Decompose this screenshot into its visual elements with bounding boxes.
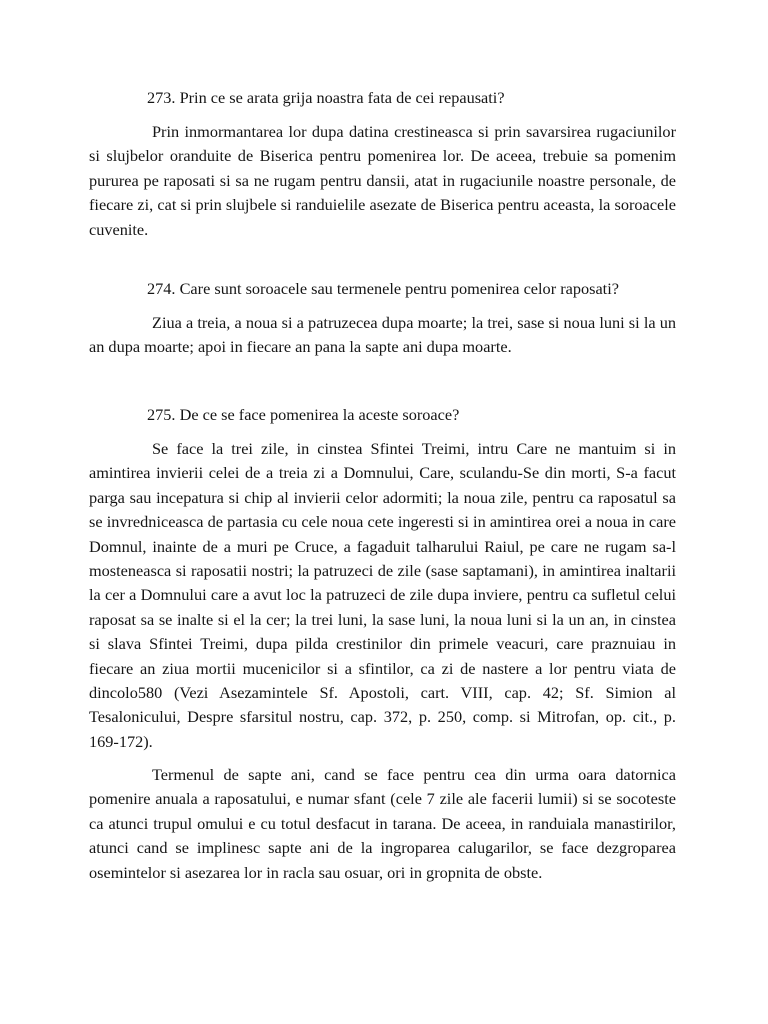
answer-paragraph-274: Ziua a treia, a noua si a patruzecea dupa moarte; la trei, sase si noua luni si la un an dupa moarte; apoi in fiecare an pana la sapte ani dupa moarte.	[89, 313, 676, 357]
answer-paragraph-275: Se face la trei zile, in cinstea Sfintei Treimi, intru Care ne mantuim si in amintirea invierii celei de a treia zi a Domnului, Care, sculandu-Se din morti, S-a facut parga sau incepatura si chip al invierii celor adormiti; la noua zile, pentru ca raposatul sa se invredniceasca de partasia cu cele noua cete ingeresti si in amintirea orei a noua in care Domnul, inainte de a muri pe Cruce, a fagaduit talharului Raiul, pe care ne rugam sa-l mosteneasca si raposatii nostri; la patruzeci de zile (sase saptamani), in amintirea inaltarii la cer a Domnului care a avut loc la patruzeci de zile dupa inviere, pentru ca sufletul celui raposat sa se inalte si el la cer; la trei luni, la sase luni, la noua luni si la un an, in cinstea si slava Sfintei Treimi, dupa pilda crestinilor din primele veacuri, care praznuiau in fiecare an ziua mortii mucenicilor si a sfintilor, ca zi de nastere a lor pentru viata de dincolo580 (Vezi Asezamintele Sf. Apostoli, cart. VIII, cap. 42; Sf. Simion al Tesalonicului, Despre sfarsitul nostru, cap. 372, p. 250, comp. si Mitrofan, op. cit., p. 169-172).	[89, 439, 676, 751]
answer-paragraph-273: Prin inmormantarea lor dupa datina crestineasca si prin savarsirea rugaciunilor si slujbelor oranduite de Biserica pentru pomenirea lor. De aceea, trebuie sa pomenim pururea pe raposati si sa ne rugam pentru dansii, atat in rugaciunile noastre personale, de fiecare zi, cat si prin slujbele si randuielile asezate de Biserica pentru aceasta, la soroacele cuvenite.	[89, 122, 676, 239]
question-heading-273: 273. Prin ce se arata grija noastra fata de cei repausati?	[147, 88, 505, 107]
answer-paragraph-275-seven-years: Termenul de sapte ani, cand se face pentru cea din urma oara datornica pomenire anuala a raposatului, e numar sfant (cele 7 zile ale facerii lumii) si se socoteste ca atunci trupul omului e cu totul desfacut in tarana. De aceea, in randuiala manastirilor, atunci cand se implinesc sapte ani de la ingroparea calugarilor, se face dezgroparea osemintelor si asezarea lor in racla sau osuar, ori in gropnita de obste.	[89, 765, 676, 882]
question-heading-275: 275. De ce se face pomenirea la aceste soroace?	[147, 405, 460, 424]
question-heading-274: 274. Care sunt soroacele sau termenele pentru pomenirea celor raposati?	[147, 279, 619, 298]
